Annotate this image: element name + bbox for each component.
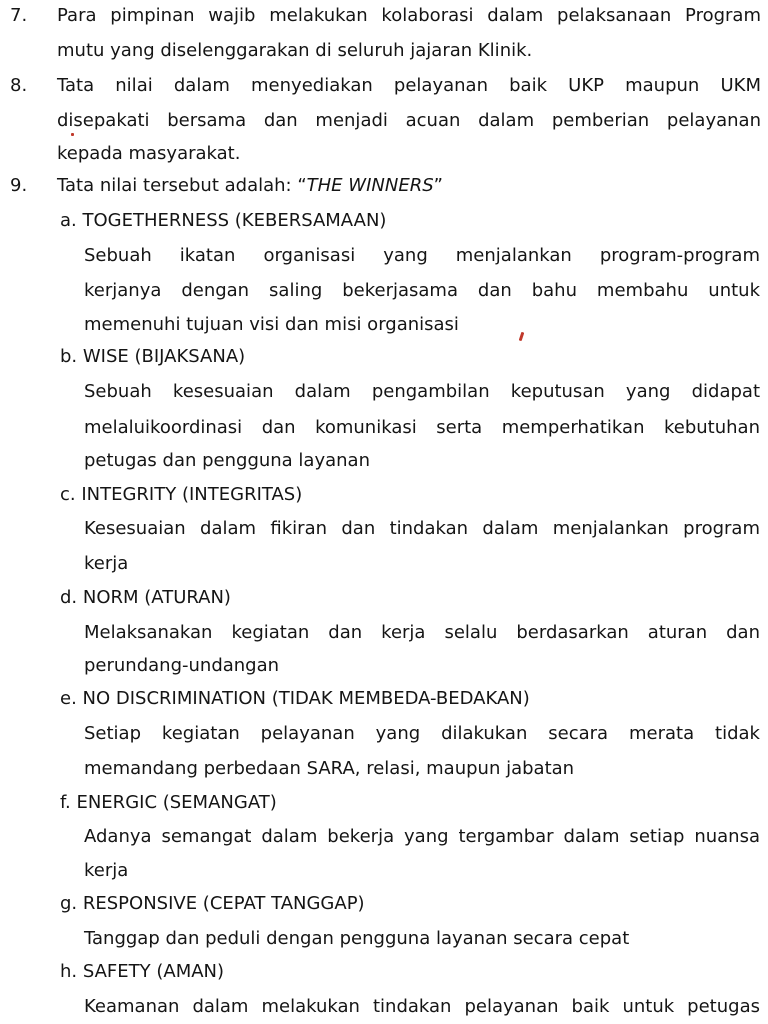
item-number-7: 7. — [10, 5, 28, 26]
value-desc-line: Sebuah ikatan organisasi yang menjalankan program-program — [84, 245, 760, 266]
value-heading-responsive: g. RESPONSIVE (CEPAT TANGGAP) — [60, 893, 365, 914]
value-desc-line: memenuhi tujuan visi dan misi organisasi — [84, 314, 459, 335]
value-desc-line: melaluikoordinasi dan komunikasi serta memperhatikan kebutuhan — [84, 417, 760, 438]
value-desc-line: Keamanan dalam melakukan tindakan pelayanan baik untuk petugas — [84, 996, 760, 1017]
item-number-8: 8. — [10, 75, 28, 96]
item-9-intro-emphasis: THE WINNERS — [306, 175, 434, 196]
item-number-9: 9. — [10, 175, 28, 196]
value-desc-line: Sebuah kesesuaian dalam pengambilan keputusan yang didapat — [84, 381, 760, 402]
value-heading-wise: b. WISE (BIJAKSANA) — [60, 346, 246, 367]
value-desc-line: kerjanya dengan saling bekerjasama dan bahu membahu untuk — [84, 280, 760, 301]
value-desc-line: Adanya semangat dalam bekerja yang tergambar dalam setiap nuansa — [84, 826, 760, 847]
item-8-line-1: Tata nilai dalam menyediakan pelayanan baik UKP maupun UKM — [57, 75, 761, 96]
value-heading-togetherness: a. TOGETHERNESS (KEBERSAMAAN) — [60, 210, 387, 231]
value-heading-norm: d. NORM (ATURAN) — [60, 587, 231, 608]
item-7-line-1: Para pimpinan wajib melakukan kolaborasi dalam pelaksanaan Program — [57, 5, 761, 26]
item-9-intro — [57, 175, 443, 197]
value-heading-energic: f. ENERGIC (SEMANGAT) — [60, 792, 277, 813]
value-desc-line: kerja — [84, 553, 129, 574]
value-desc-line: memandang perbedaan SARA, relasi, maupun jabatan — [84, 758, 575, 779]
item-8-line-3: kepada masyarakat. — [57, 143, 241, 164]
value-desc-line: Setiap kegiatan pelayanan yang dilakukan secara merata tidak — [84, 723, 760, 744]
value-desc-line: Kesesuaian dalam fikiran dan tindakan dalam menjalankan program — [84, 518, 760, 539]
item-8-line-2: disepakati bersama dan menjadi acuan dalam pemberian pelayanan — [57, 110, 761, 131]
value-desc-line: Melaksanakan kegiatan dan kerja selalu berdasarkan aturan dan — [84, 622, 760, 643]
value-heading-safety: h. SAFETY (AMAN) — [60, 961, 225, 982]
pen-mark — [519, 332, 525, 341]
item-9-intro-close: ” — [433, 175, 443, 196]
value-heading-integrity: c. INTEGRITY (INTEGRITAS) — [60, 484, 303, 505]
item-9-intro-text: Tata nilai tersebut adalah: “ — [57, 175, 307, 196]
value-desc-line: petugas dan pengguna layanan — [84, 450, 370, 471]
value-desc-line: perundang-undangan — [84, 655, 280, 676]
value-desc-line: kerja — [84, 860, 129, 881]
item-7-line-2: mutu yang diselenggarakan di seluruh jajaran Klinik. — [57, 40, 533, 61]
pen-dot — [71, 133, 74, 136]
value-desc-line: Tanggap dan peduli dengan pengguna layanan secara cepat — [84, 928, 630, 949]
value-heading-no-discrimination: e. NO DISCRIMINATION (TIDAK MEMBEDA-BEDAKAN) — [60, 688, 530, 709]
